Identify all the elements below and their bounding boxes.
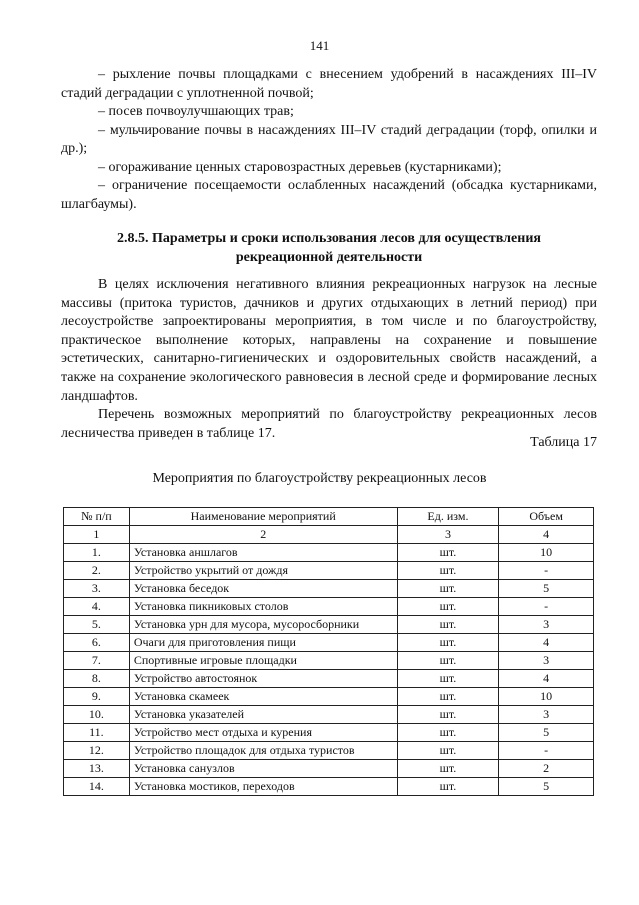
cell-number: 10.	[64, 706, 130, 724]
cell-volume: 2	[499, 760, 594, 778]
cell-number: 14.	[64, 778, 130, 796]
cell-unit: шт.	[397, 706, 499, 724]
table-row	[64, 634, 594, 652]
cell-unit: шт.	[397, 724, 499, 742]
table-row	[64, 742, 594, 760]
table-row	[64, 688, 594, 706]
cell-number: 5.	[64, 616, 130, 634]
cell-unit: шт.	[397, 580, 499, 598]
cell-name: Устройство автостоянок	[129, 670, 397, 688]
table-header-row	[64, 508, 594, 526]
cell-number: 11.	[64, 724, 130, 742]
cell-volume: 3	[499, 652, 594, 670]
cell-name: Установка указателей	[129, 706, 397, 724]
cell-unit: шт.	[397, 760, 499, 778]
table-index-row	[64, 526, 594, 544]
cell-number: 9.	[64, 688, 130, 706]
cell-name: Устройство мест отдыха и курения	[129, 724, 397, 742]
cell-volume: 5	[499, 724, 594, 742]
cell-name: Установка урн для мусора, мусоросборники	[129, 616, 397, 634]
cell-volume: -	[499, 598, 594, 616]
section-heading-line: рекреационной деятельности	[235, 250, 423, 265]
header-cell-number: № п/п	[64, 508, 130, 526]
table-row	[64, 652, 594, 670]
cell-name: Установка беседок	[129, 580, 397, 598]
measures-table	[63, 507, 594, 796]
table-row	[64, 706, 594, 724]
cell-unit: шт.	[397, 634, 499, 652]
list-item: – мульчирование почвы в насаждениях III–IV стадий деградации (торф, опилки и др.);	[61, 122, 597, 156]
cell-volume: 5	[499, 778, 594, 796]
paragraph: Перечень возможных мероприятий по благоустройству рекреационных лесов лесничества приведен в таблице 17.	[61, 407, 597, 441]
cell-number: 6.	[64, 634, 130, 652]
table-row	[64, 580, 594, 598]
cell-name: Очаги для приготовления пищи	[129, 634, 397, 652]
cell-volume: 10	[499, 688, 594, 706]
cell-name: Установка аншлагов	[129, 544, 397, 562]
measures-list	[61, 66, 597, 214]
cell-unit: шт.	[397, 652, 499, 670]
index-cell: 3	[397, 526, 499, 544]
cell-name: Устройство укрытий от дождя	[129, 562, 397, 580]
header-cell-name: Наименование мероприятий	[129, 508, 397, 526]
cell-name: Установка скамеек	[129, 688, 397, 706]
cell-name: Установка пикниковых столов	[129, 598, 397, 616]
table-row	[64, 544, 594, 562]
table-row	[64, 562, 594, 580]
list-item: – посев почвоулучшающих трав;	[98, 104, 294, 119]
table-row	[64, 616, 594, 634]
cell-name: Установка мостиков, переходов	[129, 778, 397, 796]
cell-unit: шт.	[397, 778, 499, 796]
index-cell: 1	[64, 526, 130, 544]
page-number: 141	[309, 38, 330, 53]
table-label: Таблица 17	[530, 435, 597, 450]
list-item: – рыхление почвы площадками с внесением удобрений в насаждениях III–IV стадий деградации с уплотненной почвой;	[61, 67, 597, 101]
table-row	[64, 760, 594, 778]
cell-unit: шт.	[397, 616, 499, 634]
cell-unit: шт.	[397, 670, 499, 688]
cell-unit: шт.	[397, 688, 499, 706]
index-cell: 2	[129, 526, 397, 544]
cell-number: 8.	[64, 670, 130, 688]
cell-volume: 3	[499, 616, 594, 634]
section-heading-line: 2.8.5. Параметры и сроки использования лесов для осуществления	[117, 231, 541, 246]
list-item: – ограничение посещаемости ослабленных насаждений (обсадка кустарниками, шлагбаумы).	[61, 178, 597, 212]
cell-unit: шт.	[397, 742, 499, 760]
cell-unit: шт.	[397, 562, 499, 580]
paragraph: В целях исключения негативного влияния рекреационных нагрузок на лесные массивы (притока туристов, дачников и других отдыхающих в летний период) при лесоустройстве запроектированы мероприятия, в том числе и по благоустройству, практическое выполнение которых, направлены на сохранение и повышение эстетических, санитарно-гигиенических и оздоровительных свойств насаждений, а также на сохранение экологического равновесия в лесной среде и формирование лесных ландшафтов.	[61, 277, 597, 404]
cell-volume: -	[499, 562, 594, 580]
header-cell-unit: Ед. изм.	[397, 508, 499, 526]
table-row	[64, 778, 594, 796]
section-heading	[61, 229, 597, 267]
table-row	[64, 598, 594, 616]
cell-volume: 4	[499, 634, 594, 652]
table-title: Мероприятия по благоустройству рекреационных лесов	[152, 471, 487, 486]
body-text	[61, 276, 597, 443]
index-cell: 4	[499, 526, 594, 544]
cell-number: 7.	[64, 652, 130, 670]
cell-volume: -	[499, 742, 594, 760]
header-cell-volume: Объем	[499, 508, 594, 526]
cell-number: 1.	[64, 544, 130, 562]
cell-number: 3.	[64, 580, 130, 598]
table-row	[64, 670, 594, 688]
list-item: – огораживание ценных старовозрастных деревьев (кустарниками);	[98, 159, 502, 175]
cell-volume: 5	[499, 580, 594, 598]
cell-name: Устройство площадок для отдыха туристов	[129, 742, 397, 760]
cell-number: 12.	[64, 742, 130, 760]
cell-unit: шт.	[397, 598, 499, 616]
cell-name: Спортивные игровые площадки	[129, 652, 397, 670]
cell-volume: 4	[499, 670, 594, 688]
cell-volume: 3	[499, 706, 594, 724]
cell-number: 4.	[64, 598, 130, 616]
cell-volume: 10	[499, 544, 594, 562]
cell-number: 2.	[64, 562, 130, 580]
cell-name: Установка санузлов	[129, 760, 397, 778]
table-row	[64, 724, 594, 742]
cell-number: 13.	[64, 760, 130, 778]
cell-unit: шт.	[397, 544, 499, 562]
